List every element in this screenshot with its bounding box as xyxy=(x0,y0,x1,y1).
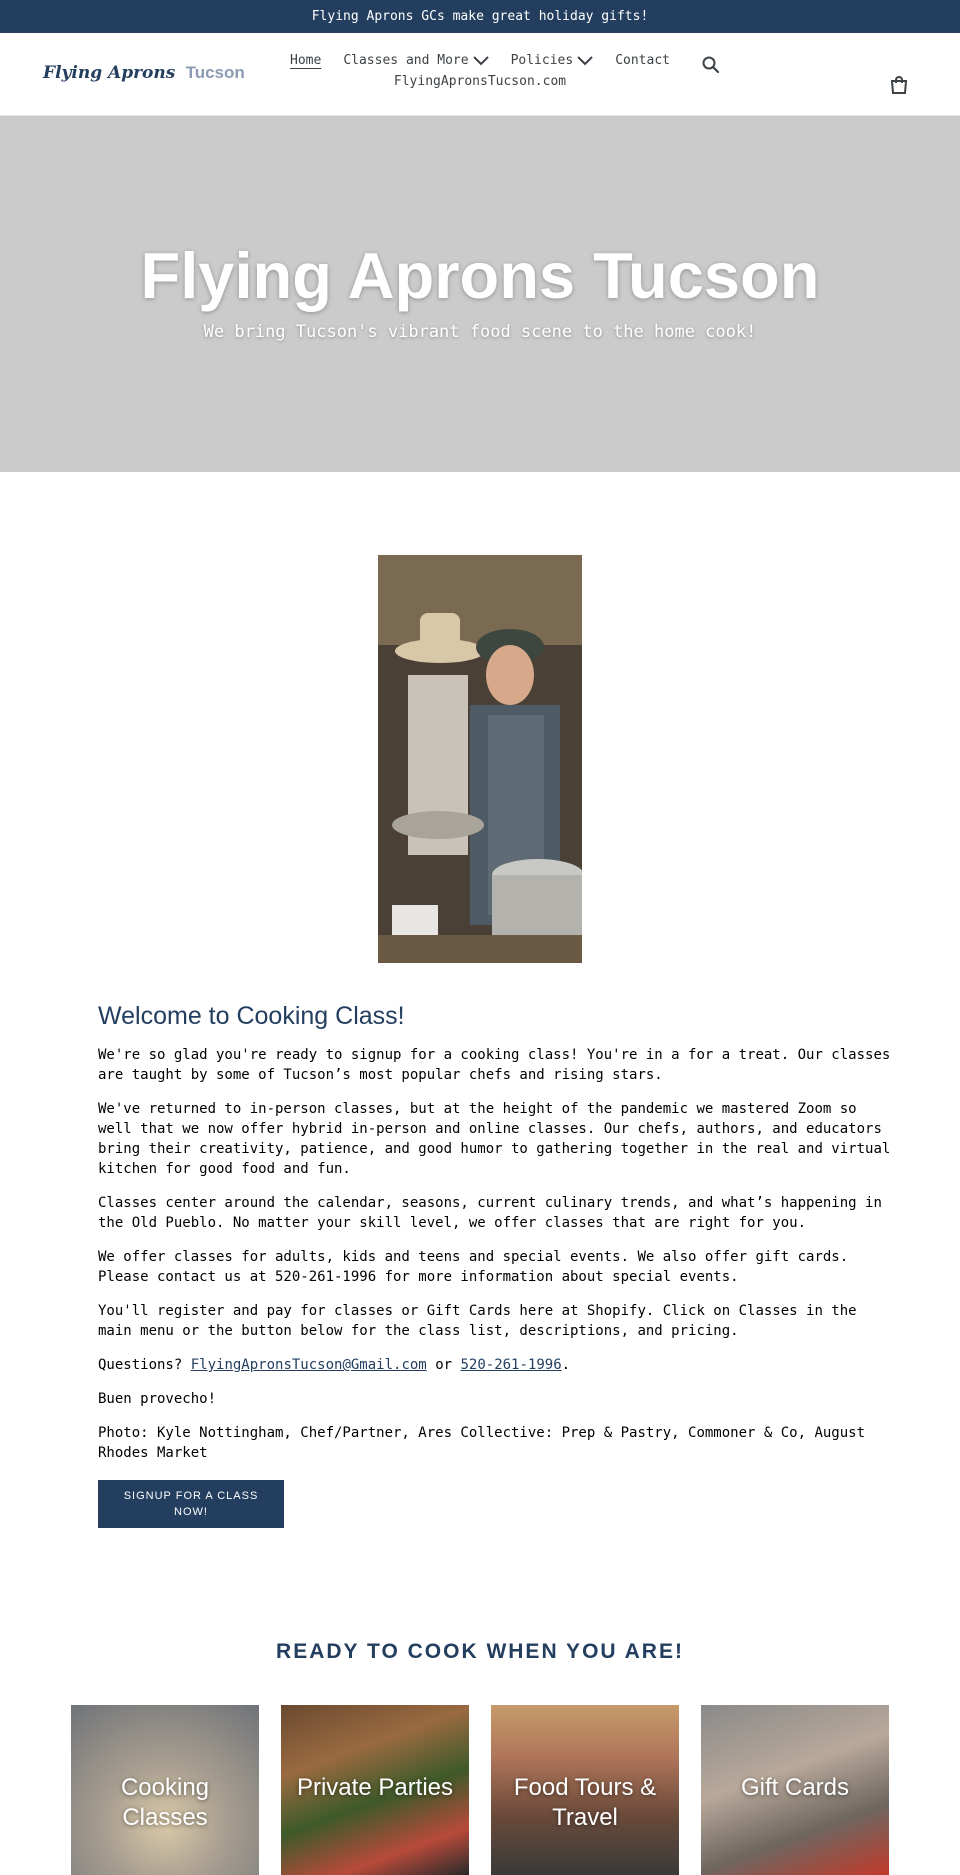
announcement-bar xyxy=(0,0,960,33)
hero-banner xyxy=(0,116,960,472)
nav-item-contact[interactable] xyxy=(615,53,670,68)
collection-card-label: Food Tours & Travel xyxy=(513,1774,657,1831)
collection-card-label: Cooking Classes xyxy=(120,1774,210,1831)
hero-title: Flying Aprons Tucson xyxy=(140,239,820,312)
site-header xyxy=(0,33,960,116)
or-word: or xyxy=(435,1357,453,1373)
nav-item-home[interactable] xyxy=(290,53,321,68)
questions-label: Questions? xyxy=(98,1357,183,1373)
nav-item-label: Classes and More xyxy=(343,53,469,68)
collection-card-label: Private Parties xyxy=(296,1774,454,1801)
cart-icon[interactable] xyxy=(889,75,909,95)
paragraph-hybrid: We've returned to in-person classes, but at the height of the pandemic we mastered Zoom so well that we now offer hybrid in-person and online classes. Our chefs, authors, and educators bring their creativity, patience, and good humor to gathering together in the real and virtual kitchen for good food and fun. xyxy=(98,1101,891,1177)
chevron-down-icon xyxy=(577,56,593,66)
email-link[interactable]: FlyingApronsTucson@Gmail.com xyxy=(190,1357,427,1373)
chef-photo xyxy=(378,555,582,963)
search-icon[interactable] xyxy=(701,55,721,75)
site-logo[interactable] xyxy=(43,63,245,83)
paragraph-offers: We offer classes for adults, kids and teens and special events. We also offer gift cards. Please contact us at 520-261-1996 for more information about special events. xyxy=(98,1249,849,1285)
sentence-period: . xyxy=(561,1357,571,1373)
welcome-heading: Welcome to Cooking Class! xyxy=(98,1002,405,1030)
announcement-text: Flying Aprons GCs make great holiday gifts! xyxy=(311,9,649,24)
collection-card-cooking-classes[interactable] xyxy=(71,1705,259,1875)
paragraph-provecho: Buen provecho! xyxy=(98,1391,217,1407)
nav-item-classes[interactable] xyxy=(343,53,488,68)
nav-item-label: Contact xyxy=(615,53,670,68)
main-nav xyxy=(280,53,680,89)
collection-grid xyxy=(71,1705,889,1875)
chef-photo-illustration xyxy=(378,555,582,963)
welcome-content xyxy=(98,1002,898,1528)
collection-card-private-parties[interactable] xyxy=(281,1705,469,1875)
paragraph-photo-credit: Photo: Kyle Nottingham, Chef/Partner, Ares Collective: Prep & Pastry, Commoner & Co, August Rhodes Market xyxy=(98,1425,866,1461)
logo-plain-text: Tucson xyxy=(185,63,245,82)
signup-button[interactable]: SIGNUP FOR A CLASS NOW! xyxy=(98,1480,284,1528)
collection-card-label: Gift Cards xyxy=(740,1774,850,1801)
paragraph-register: You'll register and pay for classes or Gift Cards here at Shopify. Click on Classes in the main menu or the button below for the class list, descriptions, and pricing. xyxy=(98,1303,857,1339)
logo-script-text: Flying Aprons xyxy=(43,63,176,83)
chevron-down-icon xyxy=(473,56,489,66)
nav-item-label: Policies xyxy=(510,53,574,68)
paragraph-calendar: Classes center around the calendar, seasons, current culinary trends, and what’s happening in the Old Pueblo. No matter your skill level, we offer classes that are right for you. xyxy=(98,1195,882,1231)
paragraph-questions xyxy=(98,1355,898,1375)
paragraph-intro: We're so glad you're ready to signup for a cooking class! You're in a for a treat. Our classes are taught by some of Tucson’s most popular chefs and rising stars. xyxy=(98,1047,891,1083)
nav-item-domain[interactable]: FlyingApronsTucson.com xyxy=(393,74,567,89)
collection-card-gift-cards[interactable] xyxy=(701,1705,889,1875)
nav-item-policies[interactable] xyxy=(511,53,594,68)
nav-item-label: Home xyxy=(290,53,322,68)
phone-link[interactable]: 520-261-1996 xyxy=(460,1357,562,1373)
collection-card-food-tours[interactable] xyxy=(491,1705,679,1875)
hero-subtitle: We bring Tucson's vibrant food scene to the home cook! xyxy=(203,322,757,342)
collections-title: READY TO COOK WHEN YOU ARE! xyxy=(276,1640,684,1663)
